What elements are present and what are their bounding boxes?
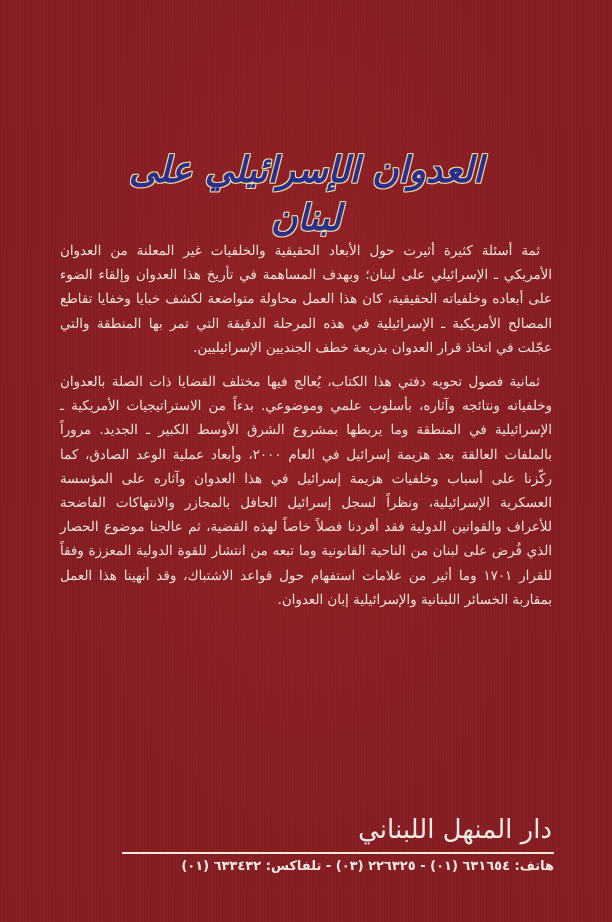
publisher-logo: دار المنهل اللبناني [358, 815, 552, 845]
blurb-text [60, 240, 552, 613]
blurb-paragraph-1: ثمة أسئلة كثيرة أثيرت حول الأبعاد الحقيقية والخلفيات غير المعلنة من العدوان الأمريكي ـ الإسرائيلي على لبنان؛ وبهدف المساهمة في تأريخ هذا العدوان وإلقاء الضوء على أبعاده وخلفياته الحقيقية، كان هذا العمل محاولة متواضعة لكشف خبايا وخفايا تقاطع المصالح الأمريكية ـ الإسرائيلية في هذه المرحلة الدقيقة التي تمر بها المنطقة والتي عجّلت في اتخاذ قرار العدوان بذريعة خطف الجنديين الإسرائيليين. [60, 244, 552, 356]
blurb-paragraph-2: ثمانية فصول تحويه دفتي هذا الكتاب، يُعالج فيها مختلف القضايا ذات الصلة بالعدوان وخلفياته ونتائجه وآثاره، بأسلوب علمي وموضوعي. بدءاً من الاستراتيجيات الأمريكية ـ الإسرائيلية في المنطقة وما يربطها بمشروع الشرق الأوسط الكبير ـ الجديد. مروراً بالملفات العالقة بعد هزيمة إسرائيل في العام ٢٠٠٠، وأبعاد عملية الوعد الصادق، كما ركّزنا على أسباب وخلفيات هزيمة إسرائيل في هذا العدوان وآثاره على المؤسسة العسكرية الإسرائيلية، ونظراً لسجل إسرائيل الحافل بالمجازر والانتهاكات الفاضحة للأعراف والقوانين الدولية فقد أفردنا فصلاً خاصاً لهذه القضية، ثم عالجنا موضوع الحصار الذي فُرض على لبنان من الناحية القانونية وما تبعه من انتشار للقوة الدولية المعززة وفقاً للقرار ١٧٠١ وما أثير من علامات استفهام حول قواعد الاشتباك، وقد أنهينا هذا العمل بمقاربة الخسائر اللبنانية والإسرائيلية إبان العدوان. [60, 375, 552, 608]
contact-divider [122, 852, 554, 854]
book-title: العدوان الإسرائيلي على لبنان [128, 149, 484, 239]
publisher-contact: هاتف: ٦٣١٦٥٤ (٠١) - ٢٢٦٣٢٥ (٠٣) - تلفاكس: ٦٣٣٤٣٢ (٠١) [181, 859, 554, 874]
